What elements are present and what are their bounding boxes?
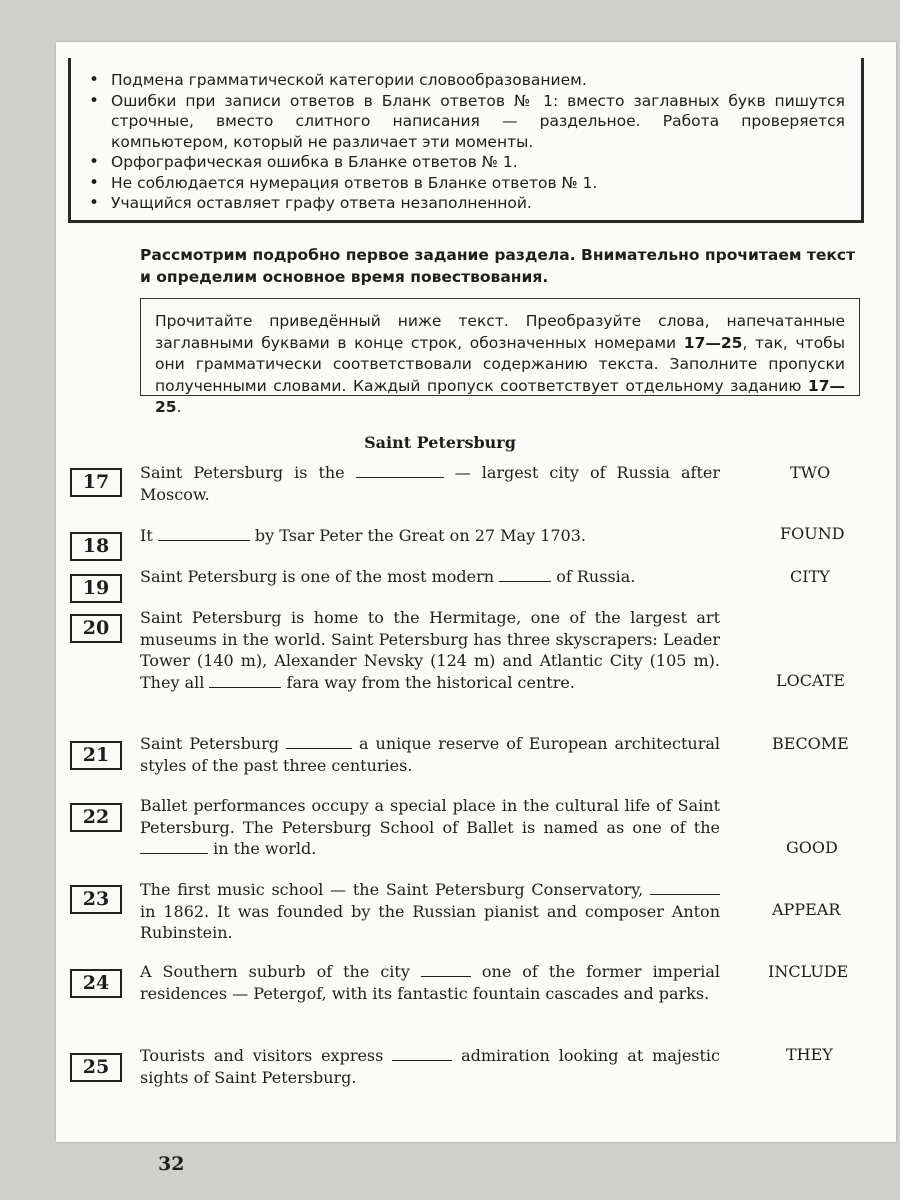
item-text-after: one of the former imperial residences — Petergof, with its fantastic fountain cascades and parks. <box>140 962 720 1003</box>
item-text-after: admiration looking at majestic sights of Saint Petersburg. <box>140 1046 720 1087</box>
answer-blank[interactable] <box>140 839 208 854</box>
item-number-box: 20 <box>70 614 122 643</box>
answer-blank[interactable] <box>499 567 551 582</box>
keyword: LOCATE <box>776 671 846 690</box>
keyword: BECOME <box>772 734 849 753</box>
keyword: THEY <box>786 1045 833 1064</box>
item-text-before: Saint Petersburg is the <box>140 463 356 482</box>
answer-blank[interactable] <box>158 526 250 541</box>
task-text: Прочитайте приведённый ниже текст. Преобразуйте слова, напечатанные заглавными буквами в конце строк, обозначенных номерами <box>155 312 845 352</box>
item-text-after: in the world. <box>208 839 317 858</box>
answer-blank[interactable] <box>356 463 444 478</box>
item-text-before: Saint Petersburg is one of the most modern <box>140 567 500 586</box>
keyword: APPEAR <box>772 900 841 919</box>
item-text-after: — largest city of Russia after Moscow. <box>140 463 721 504</box>
item-text-after: of Russia. <box>551 567 636 586</box>
item-number-box: 21 <box>70 741 122 770</box>
error-bullet: • Учащийся оставляет графу ответа незаполненной. <box>111 193 845 214</box>
answer-blank[interactable] <box>421 962 471 977</box>
item-text-after: in 1862. It was founded by the Russian pianist and composer Anton Rubinstein. <box>140 901 720 942</box>
item-text-after: a unique reserve of European architectural styles of the past three centuries. <box>140 734 721 775</box>
task-range: 17—25 <box>683 333 743 352</box>
keyword: GOOD <box>786 838 838 857</box>
item-text <box>140 961 720 1004</box>
item-text-before: Ballet performances occupy a special place in the cultural life of Saint Petersburg. The Petersburg School of Ballet is named as one of the <box>140 796 720 837</box>
answer-blank[interactable] <box>650 880 720 895</box>
keyword: TWO <box>790 463 831 482</box>
item-text-before: It <box>140 526 158 545</box>
item-number-box: 22 <box>70 803 122 832</box>
page-number: 32 <box>158 1153 185 1175</box>
answer-blank[interactable] <box>286 734 352 749</box>
item-number-box: 23 <box>70 885 122 914</box>
item-text <box>140 462 720 505</box>
item-text <box>140 879 720 944</box>
item-text <box>140 733 720 776</box>
item-number-box: 25 <box>70 1053 122 1082</box>
keyword: INCLUDE <box>768 962 849 981</box>
task-text: . <box>176 398 182 416</box>
answer-blank[interactable] <box>209 673 281 688</box>
item-number-box: 19 <box>70 574 122 603</box>
item-text-after: by Tsar Peter the Great on 27 May 1703. <box>249 526 586 545</box>
error-bullet: • Орфографическая ошибка в Бланке ответов № 1. <box>111 152 845 173</box>
item-text-before: Saint Petersburg is home to the Hermitage, one of the largest art museums in the world. Saint Petersburg has three skyscrapers: Leader Tower (140 m), Alexander Nevsky (124 m) and Atlantic City (105 m). They all <box>140 608 720 692</box>
item-text-before: Saint Petersburg <box>140 734 287 753</box>
item-text <box>140 795 720 860</box>
item-text <box>140 525 720 547</box>
error-list-box <box>68 58 864 223</box>
item-number-box: 24 <box>70 969 122 998</box>
task-range: 17—25 <box>155 376 845 416</box>
error-list <box>71 58 861 214</box>
intro-paragraph: Рассмотрим подробно первое задание раздела. Внимательно прочитаем текст и определим основное время повествования. <box>140 246 856 286</box>
error-bullet: • Не соблюдается нумерация ответов в Бланке ответов № 1. <box>111 173 845 194</box>
item-text <box>140 1045 720 1088</box>
item-number-box: 18 <box>70 532 122 561</box>
item-number-box: 17 <box>70 468 122 497</box>
item-text-before: Tourists and visitors express <box>140 1046 393 1065</box>
error-bullet: • Подмена грамматической категории словообразованием. <box>111 70 845 91</box>
task-text: , так, чтобы они грамматически соответствовали содержанию текста. Заполните пропуски полученными словами. Каждый пропуск соответствует отдельному заданию <box>155 333 845 395</box>
answer-blank[interactable] <box>392 1046 452 1061</box>
keyword: CITY <box>790 567 830 586</box>
item-text-before: A Southern suburb of the city <box>140 962 421 981</box>
error-bullet: • Ошибки при записи ответов в Бланк ответов № 1: вместо заглавных букв пишутся строчные, вместо слитного написания — раздельное. Работа проверяется компьютером, который не различает эти моменты. <box>111 91 845 153</box>
item-text-before: The first music school — the Saint Petersburg Conservatory, <box>140 880 650 899</box>
task-instructions-box <box>140 298 860 416</box>
item-text <box>140 607 720 693</box>
keyword: FOUND <box>780 524 845 543</box>
item-text-after: fara way from the historical centre. <box>281 672 575 692</box>
item-text <box>140 566 720 588</box>
text-title: Saint Petersburg <box>364 433 516 452</box>
